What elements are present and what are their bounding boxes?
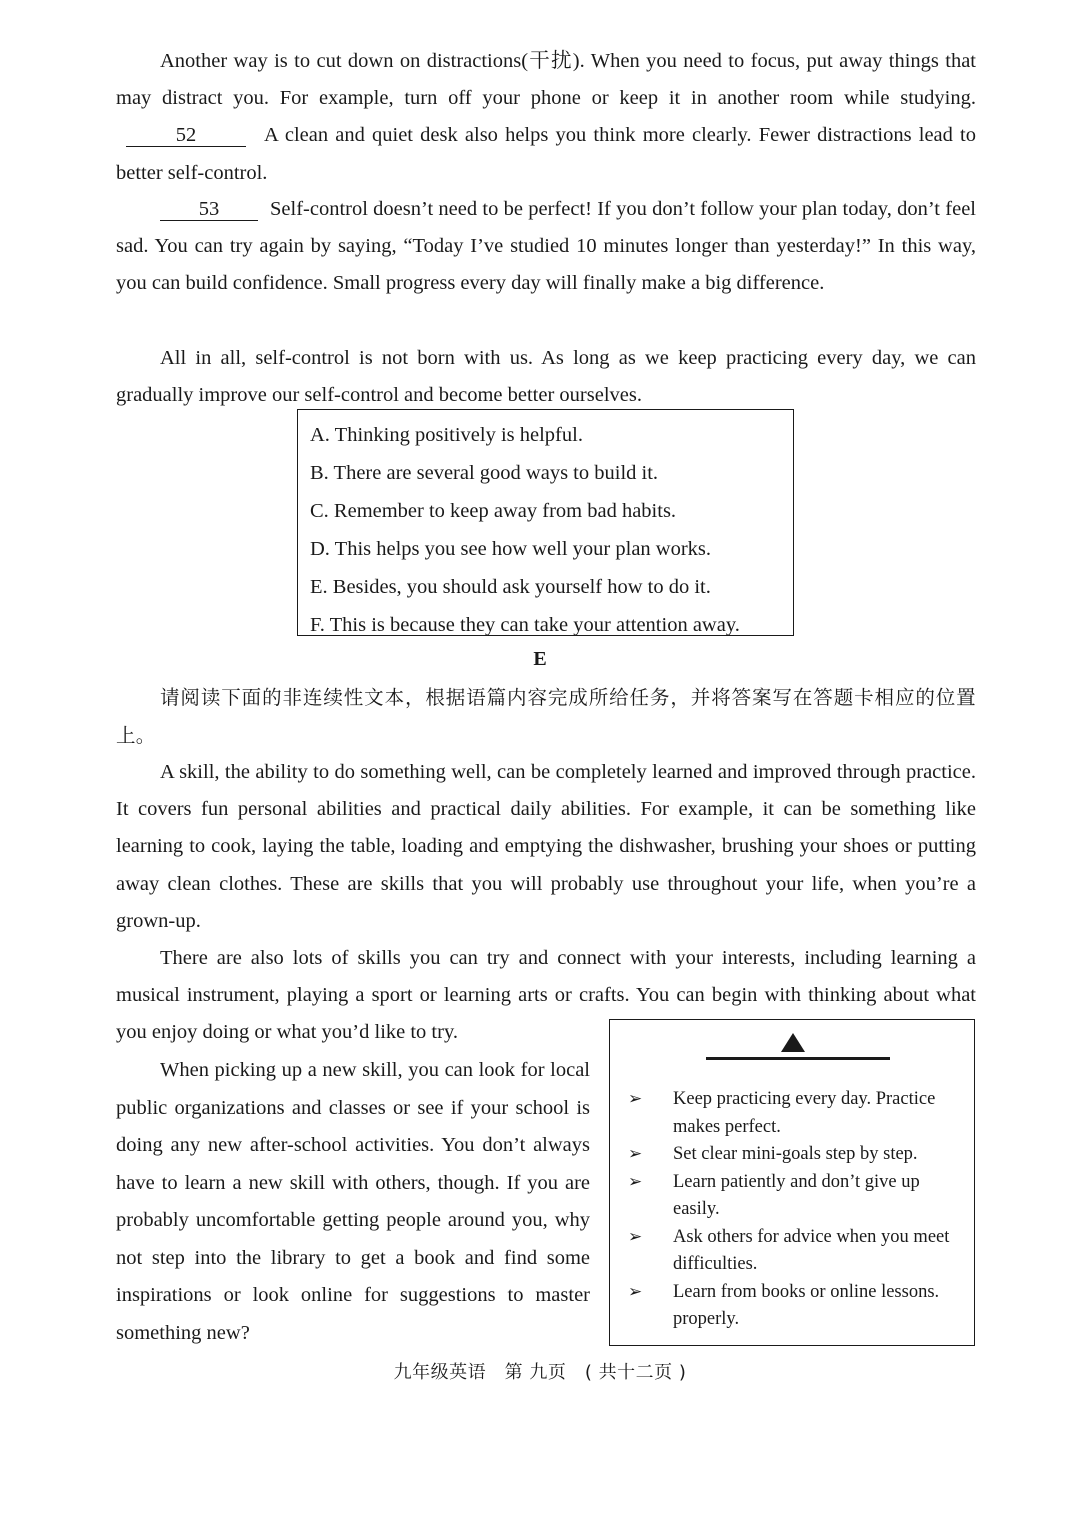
tip-item — [628, 1169, 968, 1224]
paragraph-skill-definition: A skill, the ability to do something well, can be completely learned and improved through practice. It covers fun personal abilities and practical daily abilities. For example, it can be something like learning to cook, laying the table, loading and emptying the dishwasher, brushing your shoes or putting away clean clothes. These are skills that you will probably use throughout your life, when you’re a grown-up. — [116, 761, 976, 932]
arrow-bullet-icon: ➢ — [628, 1144, 643, 1164]
tip-text: Ask others for advice when you meet difficulties. — [673, 1226, 950, 1274]
tip-item — [628, 1141, 968, 1169]
options-box — [297, 409, 794, 636]
option-b: B. There are several good ways to build it. — [310, 462, 659, 484]
tip-item — [628, 1279, 968, 1334]
arrow-bullet-icon: ➢ — [628, 1171, 643, 1192]
option-f: F. This is because they can take your attention away. — [310, 614, 740, 636]
tip-text: Learn from books or online lessons. properly. — [673, 1281, 940, 1329]
tip-text: Keep practicing every day. Practice makes perfect. — [673, 1089, 936, 1137]
tips-box — [609, 1019, 975, 1346]
paragraph-self-control — [116, 191, 976, 303]
page-footer: 九年级英语 第 九页 ( 共十二页 ) — [393, 1362, 687, 1383]
tip-item — [628, 1224, 968, 1279]
section-instruction: 请阅读下面的非连续性文本，根据语篇内容完成所给任务，并将答案写在答题卡相应的位置上。 — [116, 686, 976, 747]
paragraph-distractions — [116, 43, 976, 192]
paragraph-conclusion: All in all, self-control is not born with us. As long as we keep practicing every day, we can gradually improve our self-control and become better ourselves. — [116, 347, 976, 407]
option-a: A. Thinking positively is helpful. — [310, 424, 583, 446]
tip-text: Learn patiently and don’t give up easily. — [673, 1171, 920, 1219]
answer-blank-52: 52 — [126, 124, 246, 147]
option-c: C. Remember to keep away from bad habits. — [310, 500, 677, 522]
paragraph-text: Self-control doesn’t need to be perfect! If you don’t follow your plan today, don’t feel sad. You can try again by saying, “Today I’ve studied 10 minutes longer than yesterday!” In this way, you can build confidence. Small progress every day will finally make a big difference. — [116, 198, 976, 295]
paragraph-new-skill: When picking up a new skill, you can look for local public organizations and classes or see if your school is doing any new after-school activities. You don’t always have to learn a new skill with others, though. If you are probably uncomfortable getting people around you, why not step into the library to get a book and find some inspirations or look online for suggestions to master something new? — [116, 1059, 590, 1344]
option-e: E. Besides, you should ask yourself how to do it. — [310, 576, 711, 598]
tip-text: Set clear mini-goals step by step. — [673, 1144, 918, 1164]
arrow-bullet-icon: ➢ — [628, 1089, 643, 1109]
arrow-bullet-icon: ➢ — [628, 1226, 643, 1247]
section-heading: E — [533, 648, 547, 670]
option-d: D. This helps you see how well your plan works. — [310, 538, 712, 560]
paragraph-skill-interests: There are also lots of skills you can try and connect with your interests, including learning a musical instrument, playing a sport or learning arts or crafts. You can begin with thinking about what you enjoy doing or what you’d like to try. — [116, 947, 976, 1044]
arrow-bullet-icon: ➢ — [628, 1281, 643, 1302]
tips-list — [628, 1086, 968, 1334]
tips-title-line — [706, 1057, 890, 1060]
answer-blank-53: 53 — [160, 198, 258, 221]
paragraph-text: A clean and quiet desk also helps you think more clearly. Fewer distractions lead to better self-control. — [116, 124, 976, 184]
tip-item — [628, 1086, 968, 1141]
triangle-icon — [781, 1033, 805, 1052]
paragraph-text: Another way is to cut down on distractions(干扰). When you need to focus, put away things that may distract you. For example, turn off your phone or keep it in another room while studying. — [116, 50, 976, 110]
